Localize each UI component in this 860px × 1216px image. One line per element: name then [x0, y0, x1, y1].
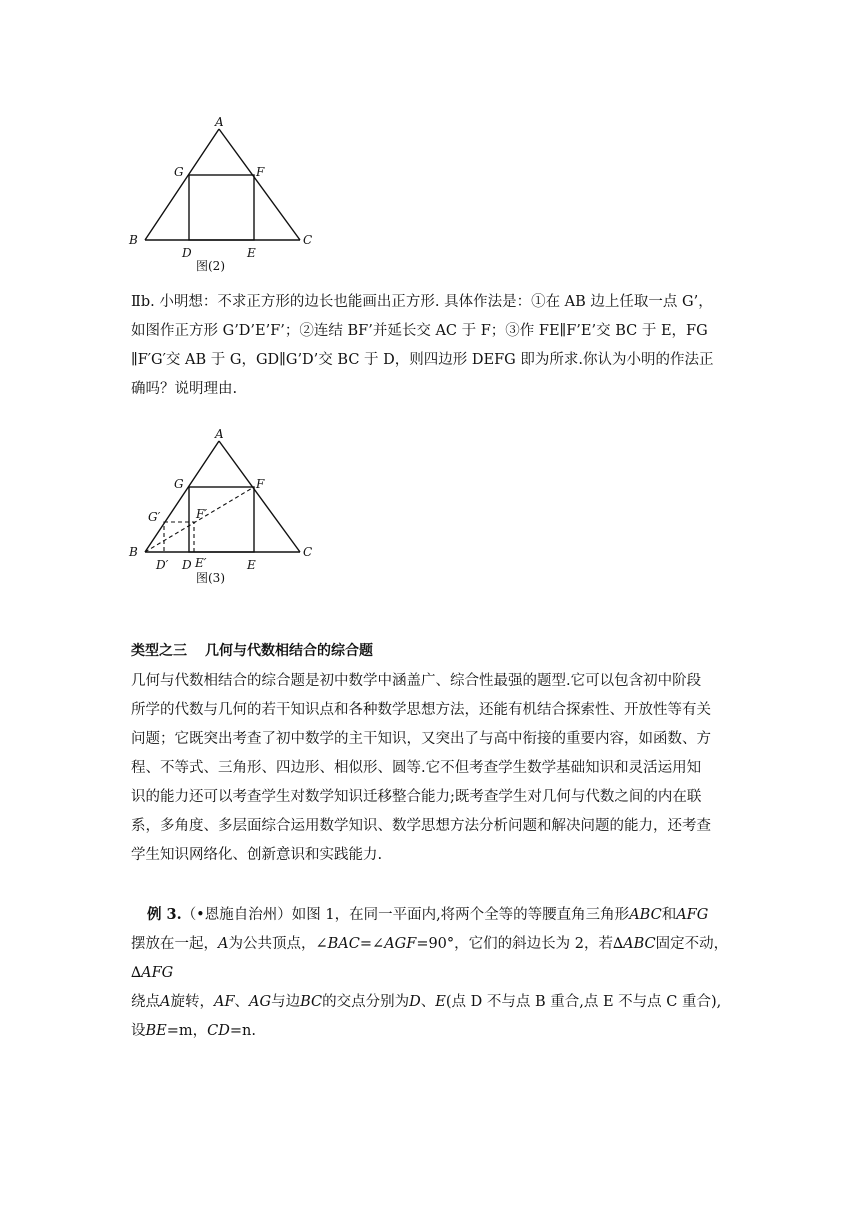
label-A: A — [215, 115, 224, 129]
label-D: D — [182, 246, 192, 260]
example-line — [131, 988, 731, 1017]
math-a: A — [218, 936, 229, 952]
section-label: 类型之三 — [131, 643, 187, 659]
paragraph-line: 几何与代数相结合的综合题是初中数学中涵盖广、综合性最强的题型.它可以包含初中阶段 — [131, 673, 702, 689]
label-E: E — [247, 558, 256, 572]
math-abc: ABC — [623, 936, 656, 952]
paragraph-line: ∥F′G′交 AB 于 G，GD∥G’D’交 BC 于 D，则四边形 DEFG 即为所求.你认为小明的作法正 — [131, 352, 714, 368]
intro-paragraph — [131, 667, 731, 870]
figure-2-svg — [120, 110, 320, 280]
segment-AB — [145, 441, 219, 552]
label-A: A — [215, 427, 224, 441]
figure-3 — [120, 422, 320, 602]
label-F: F — [256, 165, 265, 179]
math-ag: AG — [249, 994, 272, 1010]
label-G: G — [174, 165, 184, 179]
label-G-prime: G′ — [148, 510, 161, 524]
label-C: C — [303, 233, 313, 247]
label-D-prime: D′ — [156, 558, 169, 572]
text: =m， — [166, 1023, 208, 1039]
paragraph-line: 如图作正方形 G’D’E’F’；②连结 BF’并延长交 AC 于 F；③作 FE∥F’E’交 BC 于 E，FG — [131, 323, 708, 339]
math-af: AF — [213, 994, 235, 1010]
square-DEFG — [189, 175, 254, 240]
figure-2 — [120, 110, 320, 280]
figure-3-svg — [120, 422, 320, 602]
label-C: C — [303, 545, 313, 559]
math-bac: BAC — [327, 936, 360, 952]
paragraph-line: 所学的代数与几何的若干知识点和各种数学思想方法，还能有机结合探索性、开放性等有关 — [131, 702, 711, 718]
math-afg: AFG — [676, 907, 709, 923]
paragraph-line: 学生知识网络化、创新意识和实践能力. — [131, 847, 383, 863]
math-d: D — [409, 994, 421, 1010]
text: 旋转， — [170, 994, 214, 1010]
label-E-prime: E′ — [195, 556, 207, 570]
text: =∠ — [359, 936, 385, 952]
label-G: G — [174, 477, 184, 491]
paragraph-line: 问题；它既突出考查了初中数学的主干知识，又突出了与高中衔接的重要内容，如函数、方 — [131, 731, 711, 747]
text: (点 D 不与点 B 重合,点 E 不与点 C 重合), — [445, 994, 722, 1010]
math-bc: BC — [300, 994, 323, 1010]
math-a: A — [160, 994, 171, 1010]
text: （•恩施自治州）如图 1，在同一平面内,将两个全等的等腰直角三角形 — [181, 907, 630, 923]
example-3 — [131, 900, 731, 1046]
figure-3-caption: 图(3) — [196, 571, 225, 585]
text: 绕点 — [131, 994, 160, 1010]
label-B: B — [129, 233, 138, 247]
figure-2-caption: 图(2) — [196, 259, 225, 273]
label-D: D — [182, 558, 192, 572]
label-E: E — [247, 246, 256, 260]
paragraph-line: 确吗？说明理由. — [131, 381, 238, 397]
example-line — [131, 900, 731, 930]
text: 与边 — [271, 994, 301, 1010]
text: 设 — [131, 1023, 146, 1039]
math-be: BE — [145, 1023, 167, 1039]
text: 的交点分别为 — [322, 994, 410, 1010]
math-cd: CD — [207, 1023, 230, 1039]
text: 为公共顶点，∠ — [228, 936, 328, 952]
text: 固定不动，∆ — [131, 936, 729, 981]
text: 摆放在一起， — [131, 936, 218, 952]
example-line — [131, 930, 731, 988]
text: =90°，它们的斜边长为 2，若∆ — [416, 936, 624, 952]
text: 、 — [420, 994, 436, 1010]
paragraph-IIb — [131, 288, 731, 404]
paragraph-line: 程、不等式、三角形、四边形、相似形、圆等.它不但考查学生数学基础知识和灵活运用知 — [131, 760, 702, 776]
math-e: E — [435, 994, 446, 1010]
label-F-prime: F′ — [196, 507, 208, 521]
text: 、 — [234, 994, 250, 1010]
paragraph-line: 识的能力还可以考查学生对数学知识迁移整合能力;既考查学生对几何与代数之间的内在联 — [131, 789, 702, 805]
label-F: F — [256, 477, 265, 491]
math-agf: AGF — [384, 936, 417, 952]
section-heading — [131, 640, 373, 660]
math-afg: AFG — [141, 965, 174, 981]
segment-AC — [219, 129, 300, 240]
segment-AC — [219, 441, 300, 552]
label-B: B — [129, 545, 138, 559]
segment-AB — [145, 129, 219, 240]
text: 和 — [661, 907, 677, 923]
math-abc: ABC — [629, 907, 662, 923]
paragraph-line: 系，多角度、多层面综合运用数学知识、数学思想方法分析问题和解决问题的能力，还考查 — [131, 818, 711, 834]
example-line — [131, 1017, 731, 1046]
example-label: 例 3. — [147, 906, 182, 923]
section-title: 几何与代数相结合的综合题 — [205, 643, 373, 659]
text: =n. — [229, 1023, 256, 1039]
paragraph-line: Ⅱb. 小明想：不求正方形的边长也能画出正方形. 具体作法是：①在 AB 边上任取一点 G’， — [131, 294, 713, 310]
